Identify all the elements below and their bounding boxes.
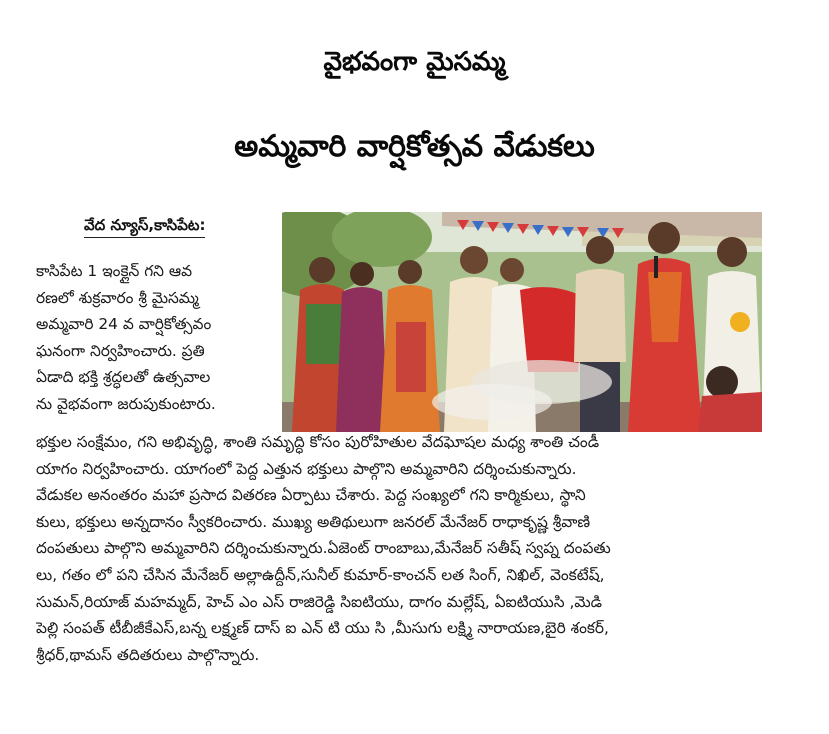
text-line: కాసిపేట 1 ఇంక్లైన్ గని ఆవ — [36, 262, 193, 280]
dateline: వేద న్యూస్,కాసిపేట: — [84, 214, 205, 238]
text-line: వేడుకల అనంతరం మహా ప్రసాద వితరణ ఏర్పాటు చేశారు. పెద్ద సంఖ్యలో గని కార్మికులు, స్థాని — [36, 486, 586, 505]
text-line: భక్తుల సంక్షేమం, గని అభివృద్ధి, శాంతి సమృద్ధి కోసం పురోహితుల వేదఘోషల మధ్య శాంతి చండీ — [36, 433, 600, 451]
ceremony-photo-illustration — [282, 212, 762, 432]
text-line: కులు, భక్తులు అన్నదానం స్వీకరించారు. ముఖ్య అతిథులుగా జనరల్ మేనేజర్ రాధాకృష్ణ శ్రీవాణి — [36, 512, 591, 531]
text-line: ఏడాది భక్తి శ్రద్ధలతో ఉత్సవాల — [36, 368, 211, 387]
text-line: అమ్మవారి 24 వ వార్షికోత్సవం — [36, 315, 212, 334]
text-line: ను వైభవంగా జరుపుకుంటారు. — [36, 394, 216, 413]
intro-paragraph — [36, 258, 276, 418]
headline-line-2: అమ్మవారి వార్షికోత్సవ వేడుకలు — [234, 129, 595, 164]
text-line: సుమన్,రియాజ్ మహమ్మద్, హెచ్ ఎం ఎస్ రాజిరెడ్డి సిఐటియు, దాగం మల్లేష్, ఏఐటియుసి ,మెడి — [36, 592, 603, 611]
text-line: ఘనంగా నిర్వహించారు. ప్రతి — [36, 341, 205, 360]
text-line: రణలో శుక్రవారం శ్రీ మైసమ్మ — [36, 288, 199, 307]
text-line: లు, గతం లో పని చేసిన మేనేజర్ అల్లాఉద్దీన్,సునీల్ కుమార్-కాంచన్ లత సింగ్, నిఖిల్, వెంకటేష్, — [36, 565, 605, 584]
body-paragraph — [36, 429, 806, 668]
text-line: పెల్లి సంపత్ టీబీజీకేఎస్,బన్న లక్ష్మణ్ దాస్ ఐ ఎన్ టి యు సి ,మీసుగు లక్ష్మి నారాయణ,బైరి శంకర్, — [36, 619, 609, 638]
headline-line-1: వైభవంగా మైసమ్మ — [323, 47, 506, 77]
text-line: శ్రీధర్,థామస్ తదితరులు పాల్గొన్నారు. — [36, 645, 260, 664]
news-photo — [282, 212, 762, 432]
text-line: యాగం నిర్వహించారు. యాగంలో పెద్ద ఎత్తున భక్తులు పాల్గొని అమ్మవారిని దర్శించుకున్నారు. — [36, 459, 577, 478]
text-line: దంపతులు పాల్గొని అమ్మవారిని దర్శించుకున్నారు.ఏజెంట్ రాంబాబు,మేనేజర్ సతీష్ స్వప్న దంపతు — [36, 539, 611, 558]
